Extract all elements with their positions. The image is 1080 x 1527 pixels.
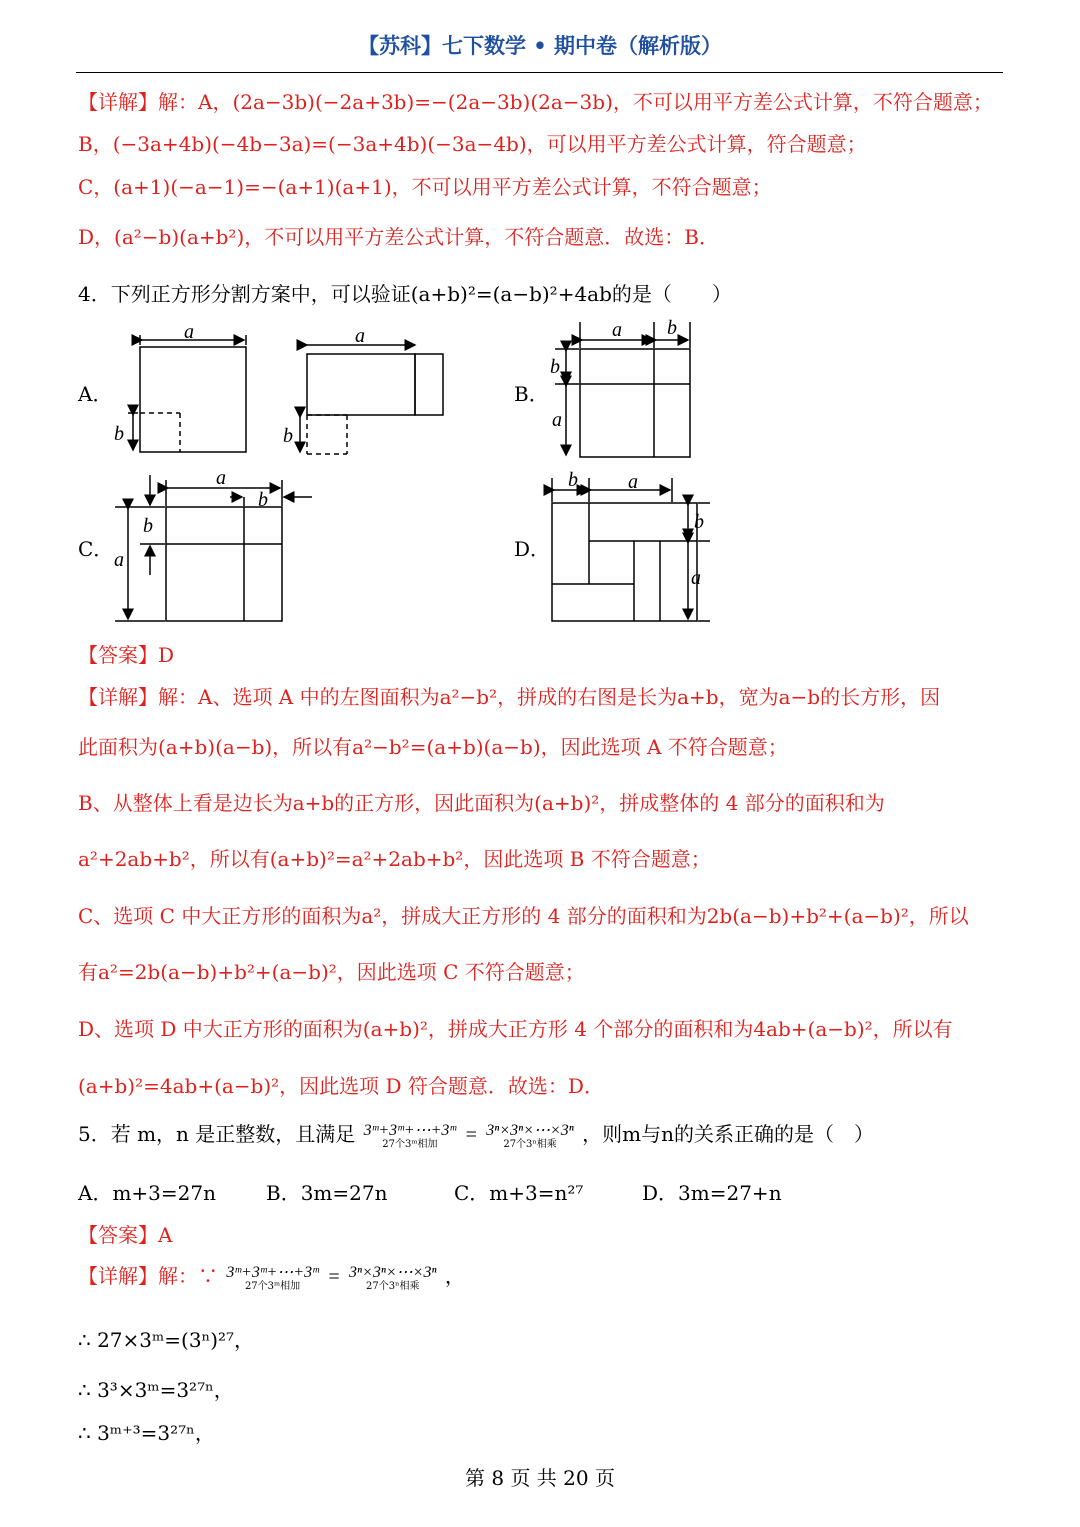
page-header-title: 【苏科】七下数学 • 期中卷（解析版）	[357, 33, 723, 58]
q5-option-b[interactable]: B．3m=27n	[266, 1181, 388, 1205]
figure-a-left	[128, 335, 246, 452]
explain5-eq: =	[327, 1266, 341, 1288]
explain4-line-7: D、选项 D 中大正方形的面积为(a+b)²，拼成大正方形 4 个部分的面积和为4ab+(a−b)²，所以有	[78, 1017, 953, 1041]
q4-option-b-label[interactable]: B．	[514, 382, 549, 406]
q4-stem: 4．下列正方形分割方案中，可以验证(a+b)²=(a−b)²+4ab的是（ ）	[78, 282, 732, 306]
explain5-step-3: ∴ 3ᵐ⁺³=3²⁷ⁿ，	[78, 1421, 215, 1445]
explain4-line-8: (a+b)²=4ab+(a−b)²，因此选项 D 符合题意．故选：D．	[78, 1074, 604, 1098]
q4-option-d-label[interactable]: D．	[514, 537, 551, 561]
q5-stem-pre: 5．若 m，n 是正整数，且满足	[78, 1122, 356, 1146]
q5-prod-expr: 3ⁿ×3ⁿ×⋯×3ⁿ	[486, 1121, 574, 1139]
q5-sum-note: 27个3ᵐ相加	[382, 1138, 438, 1150]
fig-c-label-a-top: a	[216, 467, 226, 489]
page-footer: 第 8 页 共 20 页	[465, 1466, 615, 1490]
fig-a-left-label-b: b	[114, 423, 124, 445]
q5-prod-brace	[486, 1122, 574, 1150]
explain4-line-2: 此面积为(a+b)(a−b)，所以有a²−b²=(a+b)(a−b)，因此选项 A 不符合题意；	[78, 735, 788, 759]
figure-a-right	[300, 345, 443, 454]
fig-c-label-b-left: b	[143, 515, 153, 537]
explain5-step-1: ∴ 27×3ᵐ=(3ⁿ)²⁷，	[78, 1328, 255, 1352]
fig-d-label-a-top: a	[628, 471, 638, 493]
figure-d	[552, 478, 710, 621]
explain5-first-line	[78, 1260, 465, 1292]
fig-d-label-b-top: b	[568, 469, 578, 491]
explain3-line-c: C，(a+1)(−a−1)=−(a+1)(a+1)，不可以用平方差公式计算，不符合题意；	[78, 175, 772, 199]
fig-b-label-b-left: b	[550, 356, 560, 378]
explain4-line-6: 有a²=2b(a−b)+b²+(a−b)²，因此选项 C 不符合题意；	[78, 960, 585, 984]
q5-option-a[interactable]: A．m+3=27n	[78, 1181, 216, 1205]
q4-option-c-label[interactable]: C．	[78, 537, 114, 561]
q5-prod-note: 27个3ⁿ相乘	[503, 1138, 557, 1150]
explain5-sum-note: 27个3ᵐ相加	[244, 1280, 301, 1292]
q5-sum-expr: 3ᵐ+3ᵐ+⋯+3ᵐ	[363, 1121, 457, 1139]
q5-option-d[interactable]: D．3m=27+n	[642, 1181, 782, 1205]
figure-c	[115, 475, 312, 621]
explain5-prod-note: 27个3ⁿ相乘	[366, 1280, 420, 1292]
explain5-sum-expr: 3ᵐ+3ᵐ+⋯+3ᵐ	[226, 1263, 319, 1281]
fig-d-label-b-right: b	[694, 511, 704, 533]
fig-a-right-label-a: a	[355, 325, 365, 347]
fig-a-right-label-b: b	[283, 425, 293, 447]
fig-d-label-a-right: a	[691, 567, 701, 589]
explain5-sum-brace	[226, 1264, 318, 1292]
q5-eq: =	[464, 1124, 478, 1146]
fig-b-label-a-left: a	[552, 409, 562, 431]
q5-sum-brace	[364, 1122, 456, 1150]
explain4-line-4: a²+2ab+b²，所以有(a+b)²=a²+2ab+b²，因此选项 B 不符合题意；	[78, 847, 711, 871]
explain3-line-a: 【详解】解：A，(2a−3b)(−2a+3b)=−(2a−3b)(2a−3b)，不可以用平方差公式计算，不符合题意；	[78, 90, 993, 114]
answer5: 【答案】A	[78, 1223, 173, 1247]
explain5-prod-brace	[349, 1264, 437, 1292]
explain5-prod-expr: 3ⁿ×3ⁿ×⋯×3ⁿ	[348, 1263, 437, 1281]
explain4-line-3: B、从整体上看是边长为a+b的正方形，因此面积为(a+b)²，拼成整体的 4 部分的面积和为	[78, 791, 885, 815]
fig-b-label-a-top: a	[612, 319, 622, 341]
q5-option-c[interactable]: C．m+3=n²⁷	[454, 1181, 584, 1205]
explain5-post: ，	[444, 1264, 465, 1288]
explain5-pre: 【详解】解：∵	[78, 1264, 218, 1288]
explain3-line-b: B，(−3a+4b)(−4b−3a)=(−3a+4b)(−3a−4b)，可以用平方差公式计算，符合题意；	[78, 132, 867, 156]
explain4-line-5: C、选项 C 中大正方形的面积为a²，拼成大正方形的 4 部分的面积和为2b(a−b)+b²+(a−b)²，所以	[78, 904, 969, 928]
fig-b-label-b-top: b	[667, 317, 677, 339]
figure-b	[555, 322, 690, 457]
q5-stem	[78, 1118, 874, 1150]
fig-c-label-b-top: b	[258, 489, 268, 511]
explain5-step-2: ∴ 3³×3ᵐ=3²⁷ⁿ，	[78, 1378, 234, 1402]
answer4: 【答案】D	[78, 643, 175, 667]
fig-a-left-label-a: a	[184, 321, 194, 343]
explain4-line-1: 【详解】解：A、选项 A 中的左图面积为a²−b²，拼成的右图是长为a+b，宽为a−b的长方形，因	[78, 685, 941, 709]
q4-option-a-label[interactable]: A．	[78, 382, 113, 406]
q5-stem-post: ，则m与n的关系正确的是（ ）	[582, 1122, 875, 1146]
q4-figures	[0, 0, 1080, 640]
explain3-line-d: D，(a²−b)(a+b²)，不可以用平方差公式计算，不符合题意．故选：B．	[78, 225, 719, 249]
fig-c-label-a-left: a	[114, 549, 124, 571]
